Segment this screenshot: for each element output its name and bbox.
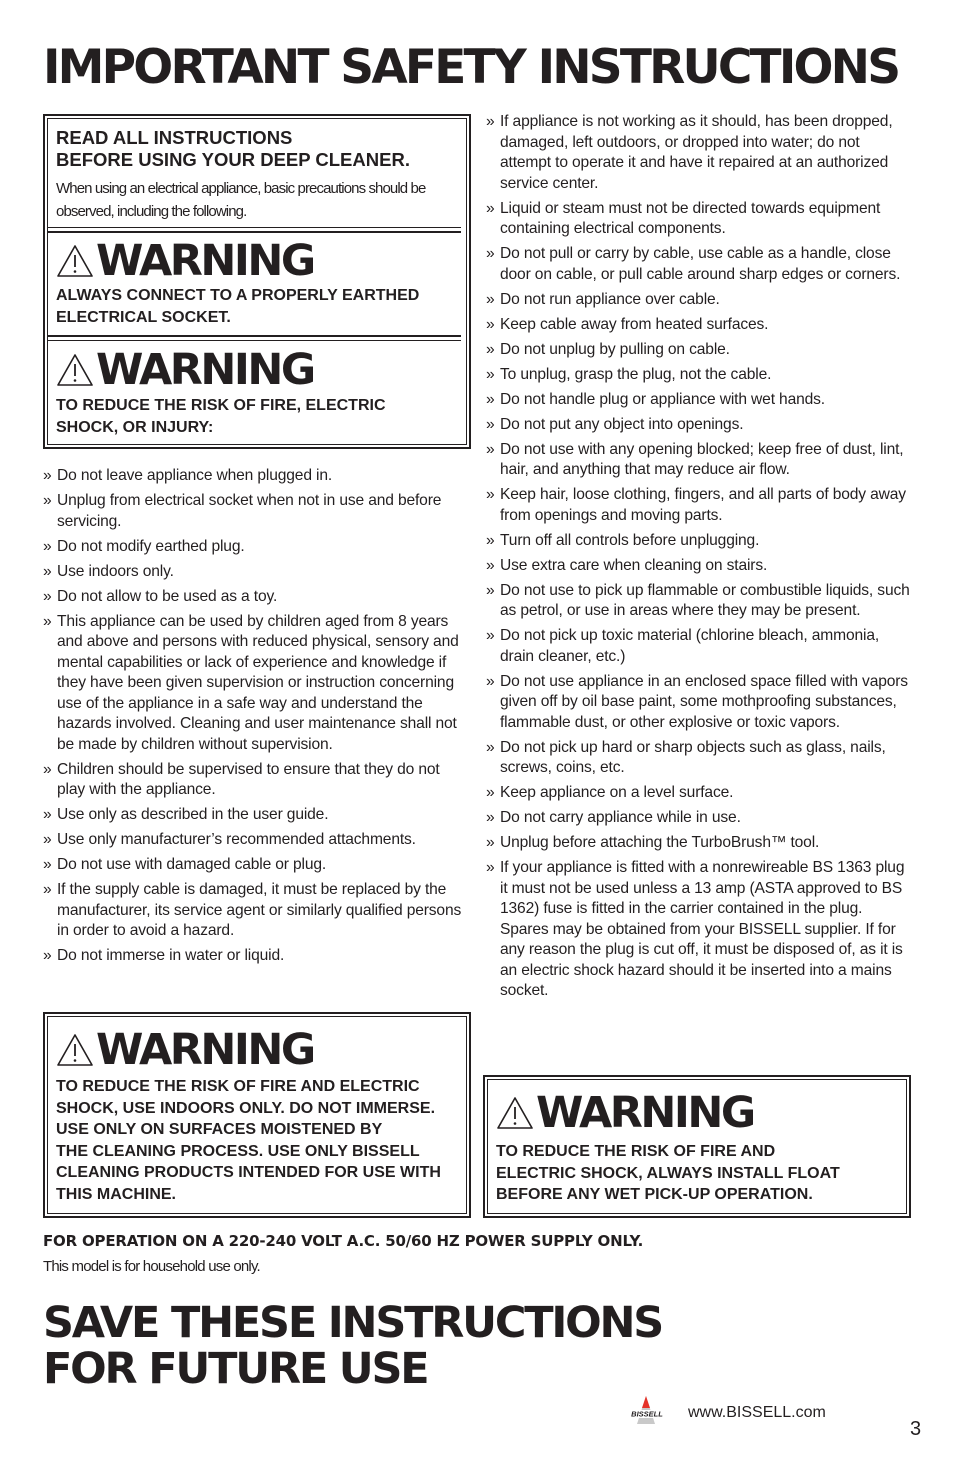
warning-label: WARNING — [96, 345, 314, 395]
divider — [47, 227, 461, 228]
list-item: » If your appliance is fitted with a nonrewireable BS 1363 plug it must not be used unless a 13 amp (ASTA approved to BS 1362) fuse is fitted in the carrier contained in the plug. Spares may be obtained from your BISSELL supplier. If for any reason the plug is cut off, it must be disposed of, as it is an electric shock hazard should it be inserted into a mains socket. — [486, 858, 910, 1002]
right-bullet-list — [486, 112, 910, 1006]
intro-heading-line: BEFORE USING YOUR DEEP CLEANER. — [56, 149, 410, 170]
bissell-logo — [624, 1394, 670, 1428]
warning-text-line: CLEANING PRODUCTS INTENDED FOR USE WITH — [56, 1164, 441, 1181]
list-item: » Use only as described in the user guide. — [43, 805, 471, 826]
warning-text-line: TO REDUCE THE RISK OF FIRE AND — [496, 1143, 776, 1160]
warning-text-line: ELECTRIC SHOCK, ALWAYS INSTALL FLOAT — [496, 1164, 840, 1182]
list-item: » To unplug, grasp the plug, not the cable. — [486, 365, 910, 386]
list-item: » Do not allow to be used as a toy. — [43, 587, 471, 608]
warning-text-line: THE CLEANING PROCESS. USE ONLY BISSELL — [56, 1142, 420, 1160]
warning-triangle-icon — [56, 1033, 94, 1067]
list-item: » Do not leave appliance when plugged in. — [43, 466, 471, 487]
household-notice: This model is for household use only. — [43, 1258, 260, 1275]
list-item: » Do not pick up hard or sharp objects such as glass, nails, screws, coins, etc. — [486, 738, 910, 779]
warning-text-line: BEFORE ANY WET PICK-UP OPERATION. — [496, 1186, 813, 1203]
warning-text-line: TO REDUCE THE RISK OF FIRE, ELECTRIC — [56, 397, 386, 414]
warning-label: WARNING — [96, 1025, 314, 1075]
warning-text-line: SHOCK, OR INJURY: — [56, 418, 214, 436]
list-item: » Keep appliance on a level surface. — [486, 783, 910, 804]
warning-text — [56, 285, 419, 328]
list-item: » Do not use with damaged cable or plug. — [43, 855, 471, 876]
warning-heading — [56, 1027, 314, 1073]
list-item: » Do not unplug by pulling on cable. — [486, 340, 910, 361]
warning-label: WARNING — [96, 236, 314, 286]
power-supply-notice: FOR OPERATION ON A 220-240 VOLT A.C. 50/60 HZ POWER SUPPLY ONLY. — [43, 1232, 644, 1250]
list-item: » Do not pick up toxic material (chlorine bleach, ammonia, drain cleaner, etc.) — [486, 626, 910, 667]
warning-text-line: ELECTRICAL SOCKET. — [56, 308, 231, 326]
warning-triangle-icon — [56, 353, 94, 387]
warning-text-line: ALWAYS CONNECT TO A PROPERLY EARTHED — [56, 287, 420, 304]
warning-heading — [496, 1090, 754, 1136]
website-url: www.BISSELL.com — [688, 1404, 826, 1421]
list-item: » Use only manufacturer’s recommended attachments. — [43, 830, 471, 851]
intro-heading — [56, 127, 466, 171]
list-item: » Unplug before attaching the TurboBrush™ tool. — [486, 833, 910, 854]
divider — [47, 340, 461, 341]
page-number: 3 — [910, 1418, 922, 1440]
list-item: » Do not carry appliance while in use. — [486, 808, 910, 829]
divider — [47, 335, 461, 337]
list-item: » Children should be supervised to ensure that they do not play with the appliance. — [43, 760, 471, 801]
save-heading-line: SAVE THESE INSTRUCTIONS — [43, 1298, 663, 1348]
warning-text-line: TO REDUCE THE RISK OF FIRE AND ELECTRIC — [56, 1078, 420, 1095]
intro-text: When using an electrical appliance, basic precautions should be observed, including the following. — [56, 180, 426, 220]
list-item: » If appliance is not working as it should, has been dropped, damaged, left outdoors, or dropped into water; do not attempt to operate it and have it repaired at an authorized service center. — [486, 112, 910, 194]
warning-triangle-icon — [56, 244, 94, 278]
left-bullet-list — [43, 466, 471, 971]
warning-text-line: USE ONLY ON SURFACES MOISTENED BY — [56, 1121, 383, 1138]
warning-label: WARNING — [536, 1088, 754, 1138]
warning-text-line: THIS MACHINE. — [56, 1185, 176, 1203]
warning-heading — [56, 347, 314, 393]
warning-text — [496, 1141, 840, 1206]
list-item: » Use indoors only. — [43, 562, 471, 583]
save-heading-line: FOR FUTURE USE — [43, 1344, 428, 1394]
warning-heading — [56, 238, 314, 284]
logo-wordmark: BISSELL — [631, 1409, 663, 1419]
list-item: » Keep hair, loose clothing, fingers, and all parts of body away from openings and moving parts. — [486, 485, 910, 526]
list-item: » Do not handle plug or appliance with wet hands. — [486, 390, 910, 411]
list-item: » If the supply cable is damaged, it must be replaced by the manufacturer, its service agent or similarly qualified persons in order to avoid a hazard. — [43, 880, 471, 942]
warning-text — [56, 395, 386, 438]
warning-triangle-icon — [496, 1096, 534, 1130]
save-instructions-heading — [43, 1300, 662, 1392]
list-item: » Turn off all controls before unplugging. — [486, 531, 910, 552]
list-item: » Do not use appliance in an enclosed space filled with vapors given off by oil base paint, some mothproofing substances, flammable dust, or other explosive or toxic vapors. — [486, 672, 910, 734]
list-item: » Do not run appliance over cable. — [486, 290, 910, 311]
list-item: » Use extra care when cleaning on stairs. — [486, 556, 910, 577]
list-item: » This appliance can be used by children aged from 8 years and above and persons with reduced physical, sensory and mental capabilities or lack of experience and knowledge if they have been given supervision or instruction concerning use of the appliance in a safe way and understand the hazards involved. Cleaning and user maintenance shall not be made by children without supervision. — [43, 612, 471, 756]
list-item: » Do not pull or carry by cable, use cable as a handle, close door on cable, or pull cable around sharp edges or corners. — [486, 244, 910, 285]
page-title: IMPORTANT SAFETY INSTRUCTIONS — [43, 40, 899, 95]
warning-text — [56, 1076, 441, 1205]
list-item: » Do not use to pick up flammable or combustible liquids, such as petrol, or use in areas where they may be present. — [486, 581, 910, 622]
list-item: » Do not put any object into openings. — [486, 415, 910, 436]
list-item: » Do not use with any opening blocked; keep free of dust, lint, hair, and anything that may reduce air flow. — [486, 440, 910, 481]
list-item: » Do not modify earthed plug. — [43, 537, 471, 558]
list-item: » Liquid or steam must not be directed towards equipment containing electrical components. — [486, 199, 910, 240]
list-item: » Keep cable away from heated surfaces. — [486, 315, 910, 336]
intro-heading-line: READ ALL INSTRUCTIONS — [56, 127, 293, 148]
list-item: » Do not immerse in water or liquid. — [43, 946, 471, 967]
warning-text-line: SHOCK, USE INDOORS ONLY. DO NOT IMMERSE. — [56, 1099, 436, 1117]
divider — [47, 231, 461, 233]
list-item: » Unplug from electrical socket when not in use and before servicing. — [43, 491, 471, 532]
